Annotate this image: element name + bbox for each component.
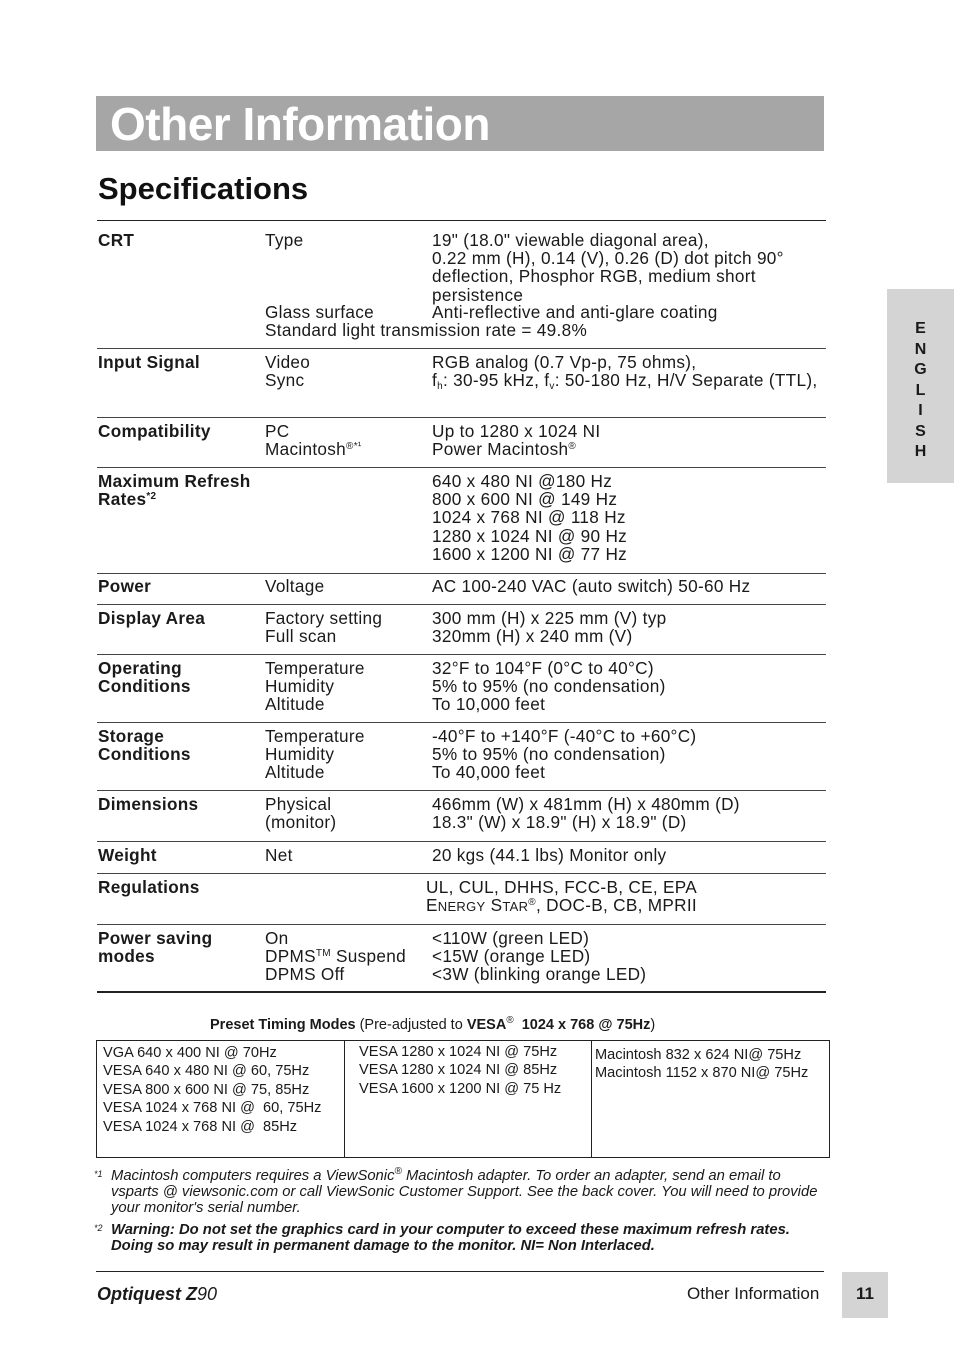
spec-value: 640 x 480 NI @180 Hz 800 x 600 NI @ 149 Hz 1024 x 768 NI @ 118 Hz 1280 x 1024 NI @ 90 Hz 1600 x 1200 NI @ 77 Hz	[432, 471, 628, 564]
superscript: ®*¹	[346, 441, 362, 452]
spec-sub-label: Factory setting Full scan	[265, 608, 383, 647]
superscript: TM	[315, 948, 331, 959]
spec-value: Anti-reflective and anti-glare coating	[432, 302, 718, 322]
spec-sub-label: PC	[265, 421, 290, 441]
footnote-mark: *1	[94, 1169, 103, 1179]
spec-sub-label: Temperature Humidity Altitude	[265, 726, 365, 783]
spec-sub-label: Sync	[265, 370, 305, 390]
footnote-text: Macintosh computers requires a ViewSonic	[111, 1168, 395, 1184]
regulations-rest: , DOC-B, CB, MPRII	[535, 895, 698, 915]
spec-label: Input Signal	[98, 352, 200, 372]
suspend-label: Suspend	[330, 946, 406, 966]
spec-label: Weight	[98, 845, 157, 865]
spec-row-operating	[97, 655, 826, 723]
energy-star-s: S	[490, 895, 503, 915]
spec-note: Standard light transmission rate = 49.8%	[265, 320, 588, 340]
label-text: Maximum Refresh Rates	[98, 471, 251, 510]
product-brand	[97, 1283, 217, 1305]
freq-text: : 30-95 kHz, f	[442, 370, 550, 390]
spec-row-weight	[97, 842, 826, 874]
spec-label: Dimensions	[98, 794, 199, 814]
footer-section-title: Other Information	[687, 1284, 820, 1303]
spec-sub-label	[265, 440, 362, 458]
spec-row-max-refresh	[97, 468, 826, 574]
language-tab	[887, 289, 954, 483]
spec-label	[98, 472, 251, 508]
spec-sub-label: Type	[265, 230, 304, 250]
title-band	[96, 96, 824, 151]
footnotes	[94, 1168, 830, 1260]
spec-label: Power saving modes	[98, 928, 213, 967]
spec-label: Display Area	[98, 608, 206, 628]
preset-caption-vesa: VESA	[466, 1017, 507, 1033]
spec-label: CRT	[98, 230, 135, 250]
footnote-warning-text: Warning: Do not set the graphics card in your computer to exceed these maximum refresh rates. Doing so may result in permanent damage to the monitor. NI= Non Interlaced.	[111, 1222, 790, 1254]
page-title: Other Information	[110, 98, 490, 150]
spec-label: Regulations	[98, 877, 200, 897]
preset-timing-table	[96, 1040, 830, 1158]
spec-value: 466mm (W) x 481mm (H) x 480mm (D) 18.3" (W) x 18.9" (H) x 18.9" (D)	[432, 794, 740, 833]
preset-column-macintosh: Macintosh 832 x 624 NI@ 75Hz Macintosh 1152 x 870 NI@ 75Hz	[595, 1047, 809, 1082]
spec-row-crt	[97, 221, 826, 349]
subscript: v	[549, 381, 555, 392]
model-number: 90	[197, 1284, 218, 1304]
freq-text: : 50-180 Hz, H/V Separate (TTL),	[554, 370, 818, 390]
page-number: 11	[856, 1284, 874, 1303]
spec-value: 300 mm (H) x 225 mm (V) typ 320mm (H) x 240 mm (V)	[432, 608, 667, 647]
spec-value: AC 100-240 VAC (auto switch) 50-60 Hz	[432, 576, 751, 596]
energy-star-small-caps: NERGY	[437, 899, 486, 914]
spec-row-power-saving	[97, 925, 826, 991]
energy-star-small-caps: TAR	[502, 899, 529, 914]
preset-column-vga-vesa: VGA 640 x 400 NI @ 70Hz VESA 640 x 480 NI @ 60, 75Hz VESA 800 x 600 NI @ 75, 85Hz VESA 1024 x 768 NI @ 60, 75Hz VESA 1024 x 768 NI @ 85Hz	[97, 1041, 345, 1157]
superscript: ®	[394, 1166, 402, 1177]
superscript: ®	[506, 1015, 514, 1026]
spec-row-dimensions	[97, 791, 826, 842]
spec-row-storage	[97, 723, 826, 791]
footnote-1	[94, 1168, 830, 1216]
spec-value: 19" (18.0" viewable diagonal area), 0.22 mm (H), 0.14 (V), 0.26 (D) dot pitch 90° deflection, Phosphor RGB, medium short persistence	[432, 230, 784, 305]
model-letter: Z	[186, 1284, 197, 1304]
spec-sub-label: Temperature Humidity Altitude	[265, 658, 365, 715]
spec-sub-label: DPMS Off	[265, 964, 345, 984]
spec-label: Compatibility	[98, 421, 211, 441]
energy-star-e: E	[426, 895, 438, 915]
footnote-text: Macintosh adapter. To order an adapter, send an email to vsparts @ viewsonic.com or call ViewSonic Customer Support. See the back cover. You will need to provide your monitor's serial number.	[111, 1168, 818, 1216]
section-heading: Specifications	[98, 171, 309, 206]
mac-label: Macintosh	[265, 439, 347, 459]
spec-label: Operating Conditions	[98, 658, 191, 697]
preset-caption-mode: 1024 x 768 @ 75Hz	[513, 1017, 651, 1033]
subscript: h	[437, 381, 443, 392]
spec-table	[97, 220, 826, 993]
superscript: ®	[528, 897, 536, 908]
spec-row-display-area	[97, 605, 826, 655]
footer-rule	[96, 1271, 824, 1272]
footnote-mark: *2	[94, 1223, 103, 1233]
page-number-box	[842, 1272, 888, 1318]
preset-caption-text: (Pre-adjusted to	[355, 1017, 467, 1033]
spec-sub-label: Physical (monitor)	[265, 794, 337, 833]
spec-sub-label: Voltage	[265, 576, 325, 596]
spec-value: Up to 1280 x 1024 NI	[432, 421, 601, 441]
spec-sub-label: Glass surface	[265, 302, 374, 322]
spec-value: 20 kgs (44.1 lbs) Monitor only	[432, 845, 667, 865]
preset-caption	[210, 1016, 655, 1034]
spec-row-compatibility	[97, 418, 826, 468]
spec-sub-label	[265, 947, 406, 965]
spec-sub-label: Video	[265, 352, 311, 372]
spec-value	[426, 896, 697, 916]
spec-value: UL, CUL, DHHS, FCC-B, CE, EPA	[426, 877, 698, 897]
spec-label: Power	[98, 576, 152, 596]
spec-label: Storage Conditions	[98, 726, 191, 765]
preset-column-vesa-high: VESA 1280 x 1024 NI @ 75Hz VESA 1280 x 1024 NI @ 85Hz VESA 1600 x 1200 NI @ 75 Hz	[345, 1041, 592, 1157]
brand-name: Optiquest	[97, 1284, 186, 1304]
preset-caption-title: Preset Timing Modes	[210, 1017, 356, 1033]
spec-value: RGB analog (0.7 Vp-p, 75 ohms),	[432, 352, 697, 372]
spec-row-power	[97, 574, 826, 605]
spec-value	[432, 370, 818, 392]
spec-sub-label: On	[265, 928, 289, 948]
superscript: *2	[146, 491, 157, 503]
spec-value: -40°F to +140°F (-40°C to +60°C) 5% to 95% (no condensation) To 40,000 feet	[432, 726, 697, 783]
spec-sub-label: Net	[265, 845, 293, 865]
language-tab-label: E N G L I S H	[914, 320, 927, 460]
spec-row-regulations	[97, 874, 826, 925]
preset-caption-close: )	[650, 1017, 656, 1033]
spec-value: <110W (green LED) <15W (orange LED) <3W (blinking orange LED)	[432, 928, 647, 985]
spec-row-input-signal	[97, 349, 826, 418]
spec-value	[432, 440, 576, 458]
freq-symbol: f	[432, 370, 438, 390]
superscript: ®	[568, 441, 576, 452]
spec-value: 32°F to 104°F (0°C to 40°C) 5% to 95% (no condensation) To 10,000 feet	[432, 658, 666, 715]
footnote-2	[94, 1222, 830, 1254]
dpms-label: DPMS	[265, 946, 316, 966]
mac-value: Power Macintosh	[432, 439, 569, 459]
